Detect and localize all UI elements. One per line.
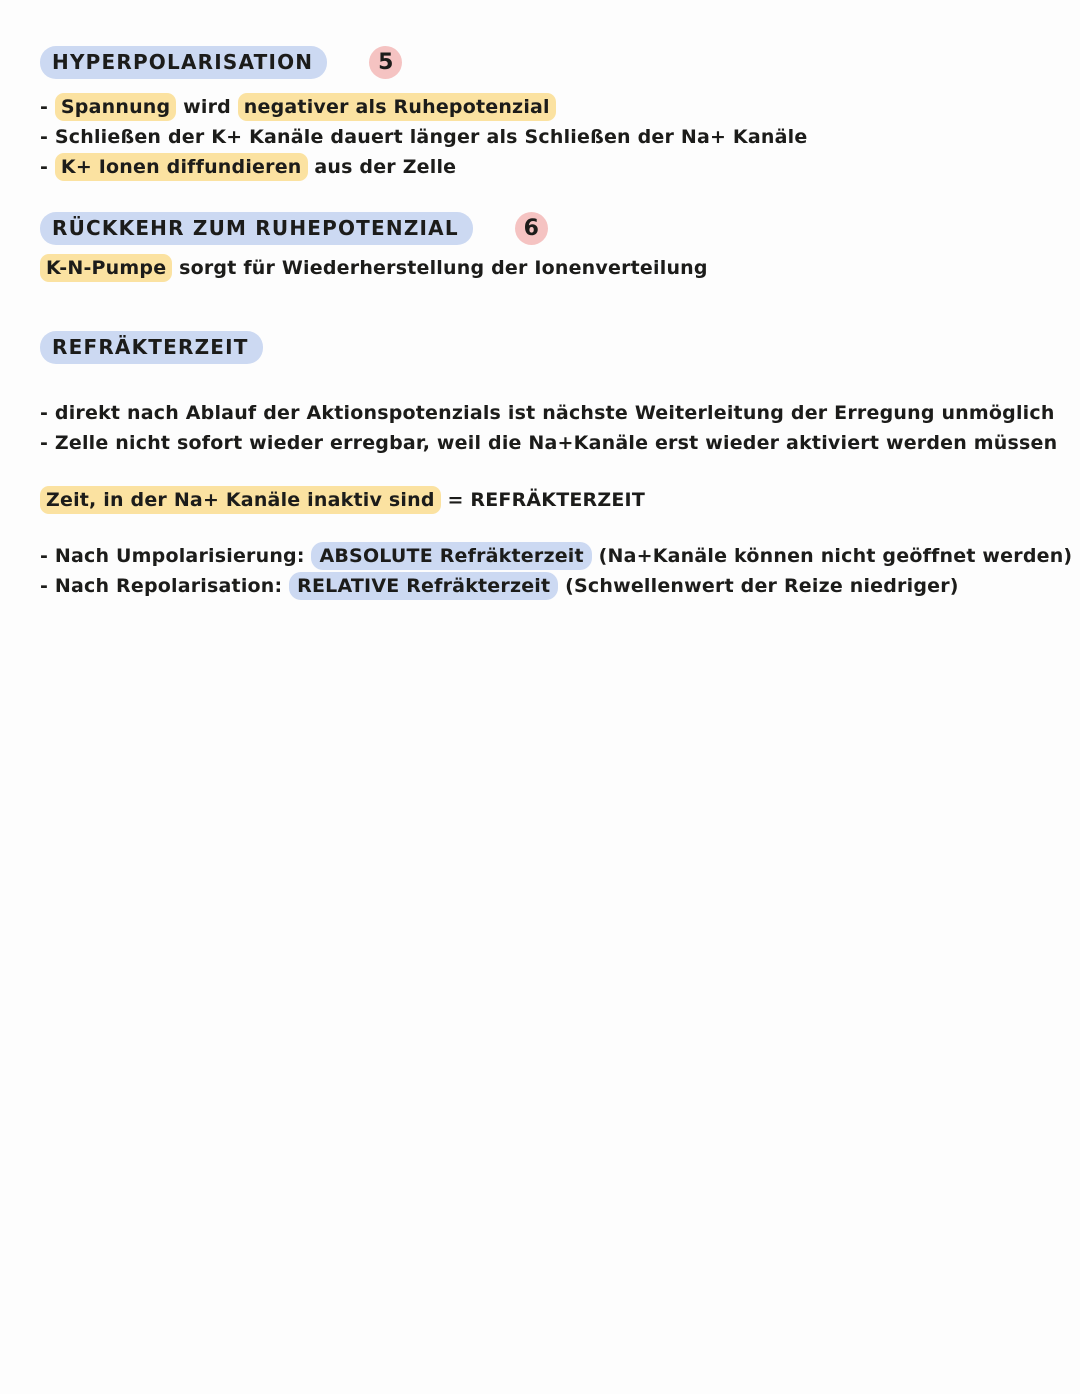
- text-run: sorgt für Wiederherstellung der Ionenverteilung: [172, 257, 708, 279]
- bullet-absolute: [40, 541, 1073, 571]
- text-run: - direkt nach Ablauf der Aktionspotenzials ist nächste Weiterleitung der Erregung unmöglich: [40, 402, 1055, 424]
- bullets-refraekterzeit-types: [40, 541, 1073, 601]
- text-run: aus der Zelle: [307, 156, 457, 178]
- step-number-badge-5: 5: [369, 46, 402, 79]
- blue-highlight-absolute: ABSOLUTE Refräkterzeit: [311, 542, 591, 570]
- bullet-spannung: [40, 92, 1056, 122]
- text-run: (Schwellenwert der Reize niedriger): [558, 575, 959, 597]
- section-hyperpolarisation: [40, 46, 1056, 182]
- yellow-highlight-k-ionen: K+ Ionen diffundieren: [55, 153, 308, 181]
- bullet-zelle: [40, 428, 1056, 458]
- bullet-relative: [40, 571, 1056, 601]
- section-title-rueckkehr: RÜCKKEHR ZUM RUHEPOTENZIAL: [40, 212, 473, 245]
- bullet-direkt: [40, 398, 1056, 428]
- line-kn-pumpe: [40, 253, 1056, 283]
- section-refraekterzeit: [40, 331, 1073, 601]
- text-run: - Nach Repolarisation:: [40, 575, 290, 597]
- text-run: - Zelle nicht sofort wieder erregbar, weil die Na+Kanäle erst wieder aktiviert werden müssen: [40, 432, 1058, 454]
- heading-row-rueckkehr: [40, 212, 1056, 245]
- yellow-highlight-negativer: negativer als Ruhepotenzial: [238, 93, 556, 121]
- text-run: - Schließen der K+ Kanäle dauert länger als Schließen der Na+ Kanäle: [40, 126, 808, 148]
- text-run: = REFRÄKTERZEIT: [440, 489, 645, 511]
- text-run: - Nach Umpolarisierung:: [40, 545, 312, 567]
- bullets-refraekterzeit: [40, 398, 1056, 458]
- step-number-badge-6: 6: [515, 212, 548, 245]
- text-run: (Na+Kanäle können nicht geöffnet werden): [591, 545, 1073, 567]
- section-title-hyperpolarisation: HYPERPOLARISATION: [40, 46, 327, 79]
- section-rueckkehr: [40, 212, 1056, 283]
- bullet-schliessen: [40, 122, 1056, 152]
- definition-refraekterzeit: [40, 485, 1056, 515]
- yellow-highlight-spannung: Spannung: [55, 93, 176, 121]
- heading-row-hyperpolarisation: [40, 46, 1056, 79]
- bullet-dash: -: [40, 156, 55, 178]
- yellow-highlight-zeit: Zeit, in der Na+ Kanäle inaktiv sind: [40, 486, 441, 514]
- heading-row-refraekterzeit: [40, 331, 1056, 364]
- text-run: wird: [176, 96, 238, 118]
- bullet-dash: -: [40, 96, 55, 118]
- blue-highlight-relative: RELATIVE Refräkterzeit: [289, 572, 558, 600]
- bullet-k-ionen: [40, 152, 1056, 182]
- section-title-refraekterzeit: REFRÄKTERZEIT: [40, 331, 263, 364]
- yellow-highlight-kn-pumpe: K-N-Pumpe: [40, 254, 172, 282]
